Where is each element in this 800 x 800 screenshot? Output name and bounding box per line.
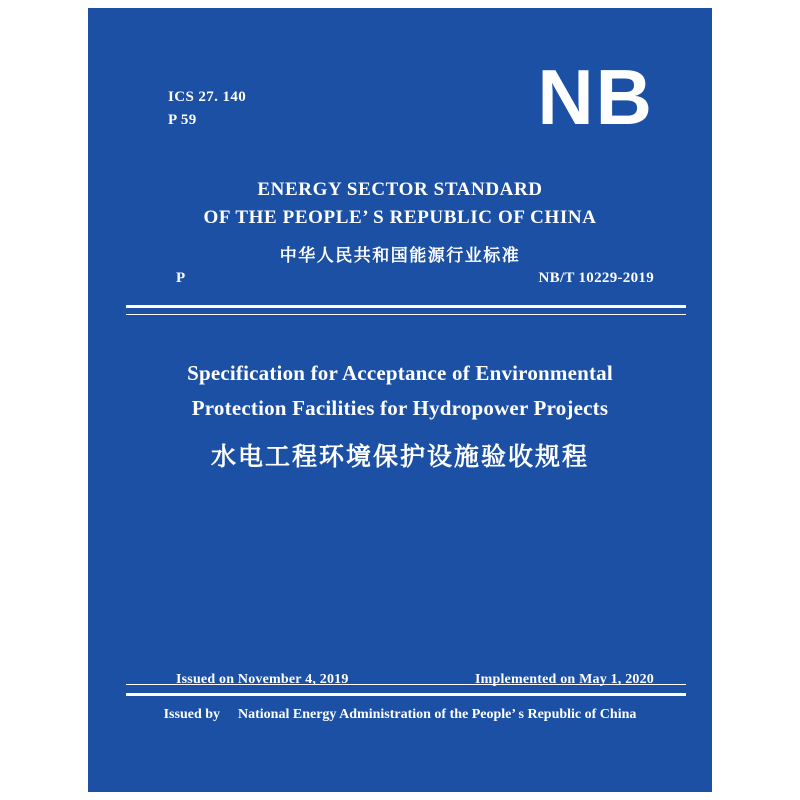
implemented-on-date: Implemented on May 1, 2020 xyxy=(474,672,654,687)
issued-on-date: Issued on November 4, 2019 xyxy=(176,672,349,687)
divider-top-thick xyxy=(126,305,686,308)
title-en-line1: Specification for Acceptance of Environmental xyxy=(187,361,613,385)
standard-org-en-line2: OF THE PEOPLE’ S REPUBLIC OF CHINA xyxy=(203,206,597,228)
standard-org-en-line1: ENERGY SECTOR STANDARD xyxy=(257,179,543,200)
standard-cover xyxy=(88,8,712,792)
divider-bottom-thick xyxy=(126,693,686,696)
issuer-row xyxy=(88,705,712,723)
divider-top-thin xyxy=(126,314,686,315)
title-cn: 水电工程环境保护设施验收规程 xyxy=(210,442,589,472)
category-letter: P xyxy=(176,270,186,286)
issued-by-name: National Energy Administration of the People’ s Republic of China xyxy=(238,707,637,722)
standard-number: NB/T 10229-2019 xyxy=(538,270,654,286)
issuing-authority-block xyxy=(88,176,712,266)
dates-row xyxy=(176,672,654,688)
ics-block xyxy=(168,86,246,133)
classification-code: P 59 xyxy=(168,112,197,129)
ics-number: ICS 27. 140 xyxy=(168,89,247,105)
standard-code-row xyxy=(176,270,654,287)
issued-by-label: Issued by xyxy=(163,707,221,722)
nb-logo: NB xyxy=(537,53,654,141)
standard-org-cn: 中华人民共和国能源行业标准 xyxy=(279,246,521,267)
document-title-block xyxy=(128,356,672,473)
title-en-line2: Protection Facilities for Hydropower Projects xyxy=(191,395,609,420)
